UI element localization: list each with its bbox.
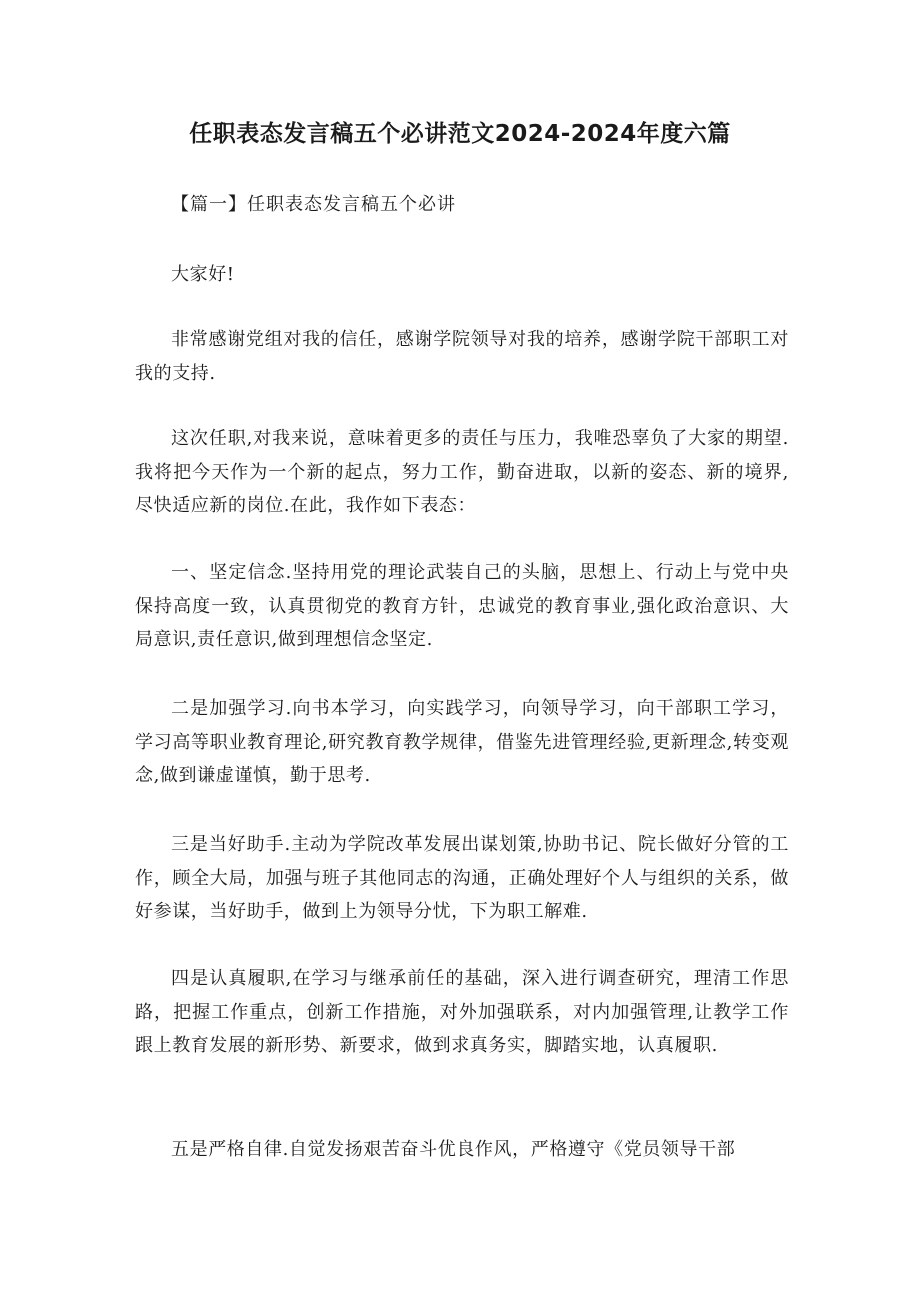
paragraph-point-1: 一、坚定信念.坚持用党的理论武装自己的头脑，思想上、行动上与党中央保持高度一致，认真贯彻党的教育方针，忠诚党的教育事业,强化政治意识、大局意识,责任意识,做到理想信念坚定. bbox=[135, 562, 789, 650]
paragraph-thanks: 非常感谢党组对我的信任，感谢学院领导对我的培养，感谢学院干部职工对我的支持. bbox=[135, 329, 789, 384]
paragraph-intro: 这次任职,对我来说，意味着更多的责任与压力，我唯恐辜负了大家的期望.我将把今天作为一个新的起点，努力工作，勤奋进取，以新的姿态、新的境界,尽快适应新的岗位.在此，我作如下表态： bbox=[135, 428, 789, 516]
document-title: 任职表态发言稿五个必讲范文2024-2024年度六篇 bbox=[189, 121, 731, 147]
paragraph-greeting: 大家好! bbox=[171, 264, 235, 285]
paragraph-point-2: 二是加强学习.向书本学习，向实践学习，向领导学习，向干部职工学习，学习高等职业教育理论,研究教育教学规律，借鉴先进管理经验,更新理念,转变观念,做到谦虚谨慎，勤于思考. bbox=[135, 698, 789, 786]
paragraph-point-3: 三是当好助手.主动为学院改革发展出谋划策,协助书记、院长做好分管的工作，顾全大局，加强与班子其他同志的沟通，正确处理好个人与组织的关系，做好参谋，当好助手，做到上为领导分忧，下为职工解难. bbox=[135, 834, 789, 922]
paragraph-point-4: 四是认真履职,在学习与继承前任的基础，深入进行调查研究，理清工作思路，把握工作重点，创新工作措施，对外加强联系，对内加强管理,让教学工作跟上教育发展的新形势、新要求，做到求真务实，脚踏实地，认真履职. bbox=[135, 968, 789, 1056]
section-heading: 【篇一】任职表态发言稿五个必讲 bbox=[171, 194, 456, 215]
paragraph-point-5: 五是严格自律.自觉发扬艰苦奋斗优良作风，严格遵守《党员领导干部 bbox=[171, 1139, 736, 1160]
